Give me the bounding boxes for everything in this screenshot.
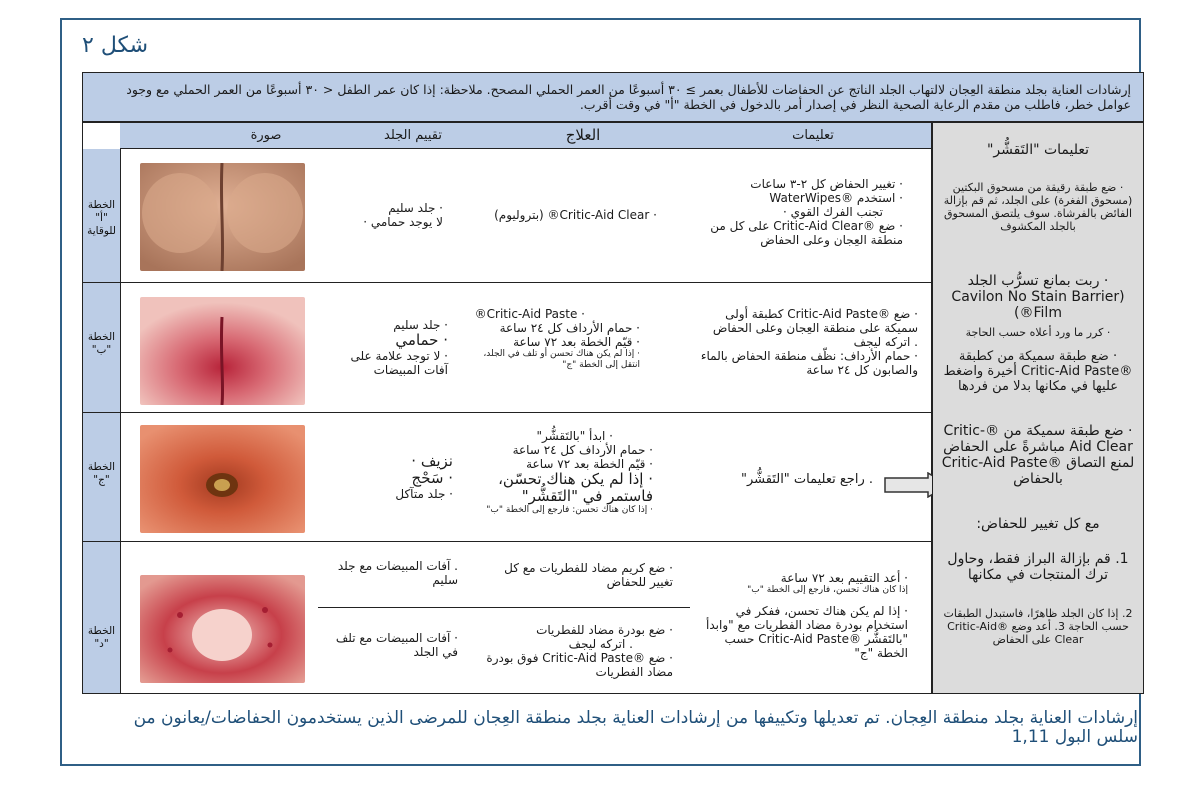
- photo-plan-a: [140, 163, 305, 271]
- plan-d-assessment-candida: [328, 559, 458, 587]
- plan-a-instructions: [693, 177, 903, 247]
- crusting-step: · ضع طبقة رقيقة من مسحوق البكتين (مسحوق الفغرة) على الجلد، ثم قم بإزالة الفائض بالفرشاة. سوف يلتصق المسحوق بالجلد المكشوف: [943, 181, 1133, 233]
- header-assessment: تقييم الجلد: [384, 128, 442, 143]
- cell-line: . اتركه ليجف: [568, 637, 633, 651]
- cell-line: · سَحْج: [411, 469, 453, 487]
- row-divider: [120, 541, 931, 542]
- cell-line: إذا كان هناك تحسن، فارجع إلى الخطة "ب": [747, 585, 908, 595]
- plan-d-instructions: [703, 571, 908, 660]
- plan-label-column: [83, 149, 121, 693]
- cell-line: · ضع ®Critic-Aid Clear على كل من منطقة العِجان وعلى الحفاض: [710, 219, 903, 247]
- age-note-banner: إرشادات العناية بجلد منطقة العِجان لالتهاب الجلد الناتج عن الحفاضات للأطفال بعمر ≥ ٣٠ أسبوعًا من العمر الحملي المصحح. ملاحظة: إذا كان عمر الطفل < ٣٠ أسبوعًا من العمر الحملي مع وجود عوامل خطر، فاطلب من مقدم الرعاية الصحية النظر في إصدار أمر بالدخول في الخطة "أ" في وقت أقرب.: [82, 72, 1144, 122]
- cell-line: · إذا لم يكن هناك تحسن أو تلف في الجلد، انتقل إلى الخطة "ج": [483, 349, 640, 370]
- cell-line: · ضع ®Critic-Aid Paste كطبقة أولى سميكة على منطقة العِجان وعلى الحفاض: [712, 307, 918, 335]
- row-divider: [83, 282, 120, 283]
- plan-a-label: الخطة "أ" للوقاية: [87, 199, 116, 237]
- cell-line: · جلد سليم: [388, 201, 443, 215]
- plan-d-label: الخطة "د": [87, 625, 116, 650]
- cell-line: · تغيير الحفاض كل ٢-٣ ساعات: [750, 177, 903, 191]
- cell-line: · أعد التقييم بعد ٧٢ ساعة: [780, 571, 908, 585]
- cell-line: لا يوجد حمامي ·: [363, 215, 443, 229]
- cell-line: . اتركه ليجف: [853, 335, 918, 349]
- row-divider: [83, 541, 120, 542]
- plan-c-assessment: [323, 453, 453, 501]
- cell-line: نزيف ·: [411, 452, 453, 470]
- cell-line: · إذا لم يكن هناك تحسن، ففكر في استخدام بودرة مضاد الفطريات مع "وابدأ "بالتَقشُّر ®Critic-Aid Paste حسب الخطة "ج": [706, 604, 908, 660]
- photo-plan-d: [140, 575, 305, 683]
- care-plan-table: [82, 122, 932, 694]
- cell-line: · إذا كان هناك تحسن: فارجع إلى الخطة "ب": [486, 505, 653, 515]
- figure-caption: إرشادات العناية بجلد منطقة العِجان. تم تعديلها وتكييفها من إرشادات العناية بجلد منطقة العِجان للمرضى الذين يستخدمون الحفاضات/يعانون من سلس البول 1,11: [133, 708, 1138, 747]
- plan-d-treatment-cream: [483, 561, 673, 589]
- plan-c-instructions: [693, 473, 873, 487]
- cell-line: · جلد متآكل: [395, 487, 453, 501]
- cell-line: · حمام الأرداف كل ٢٤ ساعة: [512, 443, 653, 457]
- table-header: [120, 123, 931, 149]
- crusting-step: 2. إذا كان الجلد ظاهرًا، فاستبدل الطبقات حسب الحاجة 3. أعد وضع ®Critic-Aid Clear على الحفاض: [943, 607, 1133, 646]
- cell-line: · استخدم ®WaterWipes: [769, 191, 903, 205]
- crusting-step: 1. قم بإزالة البراز فقط، وحاول ترك المنتجات في مكانها: [947, 551, 1129, 583]
- cell-line: · لا توجد علامة على آفات المبيضات: [350, 349, 448, 377]
- cell-line: · حمامي: [395, 331, 448, 349]
- photo-plan-b: [140, 297, 305, 405]
- crusting-step: · ضع طبقة سميكة من ®Critic-Aid Clear مباشرةً على الحفاض لمنع التصاق ®Critic-Aid Paste بالحفاض: [941, 423, 1135, 487]
- plan-a-assessment: [323, 201, 443, 229]
- crusting-step: · ربت بمانع تسرُّب الجلد (Cavilon No Stain Barrier Film®): [951, 273, 1125, 321]
- crusting-instructions-panel: [932, 122, 1144, 694]
- plan-c-treatment: [473, 429, 653, 516]
- plan-b-label: الخطة "ب": [87, 331, 116, 356]
- plan-d-subdivider: [318, 607, 690, 608]
- plan-d-assessment-damaged: [328, 631, 458, 659]
- plan-d-treatment-powder: [483, 623, 673, 679]
- row-divider: [83, 412, 120, 413]
- figure-title: شكل ٢: [82, 33, 149, 58]
- cell-line: · قيّم الخطة بعد ٧٢ ساعة: [526, 457, 653, 471]
- crusting-step: مع كل تغيير للحفاض:: [976, 516, 1100, 532]
- cell-line: تجنب الفرك القوي ·: [783, 205, 883, 219]
- cell-line: . آفات المبيضات مع جلد سليم: [337, 559, 458, 587]
- plan-b-treatment: [468, 307, 640, 371]
- cell-line: · ضع ®Critic-Aid Paste فوق بودرة مضاد الفطريات: [486, 651, 673, 679]
- cell-line: · ضع بودرة مضاد للفطريات: [536, 623, 673, 637]
- cell-line: · إذا لم يكن هناك تحسّن، فاستمر في "التَقشُّر": [498, 470, 653, 505]
- cell-line: · قيّم الخطة بعد ٧٢ ساعة: [513, 335, 640, 349]
- cell-line: · جلد سليم: [393, 318, 448, 332]
- cell-line: · حمام الأرداف: نظّف منطقة الحفاض بالماء والصابون كل ٢٤ ساعة: [700, 349, 918, 377]
- cell-line: · حمام الأرداف كل ٢٤ ساعة: [499, 321, 640, 335]
- crusting-title: تعليمات "التَقشُّر": [986, 142, 1090, 158]
- plan-a-treatment: [468, 208, 683, 222]
- plan-b-assessment: [323, 318, 448, 377]
- row-divider: [120, 412, 931, 413]
- header-treatment: العلاج: [565, 126, 601, 144]
- cell-line: · آفات المبيضات مع تلف في الجلد: [335, 631, 458, 659]
- crusting-step: · ضع طبقة سميكة من كطبقة ®Critic-Aid Paste أخيرة واضغط عليها في مكانها بدلا من فردها: [943, 349, 1133, 394]
- cell-line: · Critic-Aid Clear® (بتروليوم): [494, 208, 657, 222]
- header-instructions: تعليمات: [792, 128, 834, 143]
- cell-line: · ابدأ "بالتَقشُّر": [536, 429, 613, 443]
- cell-line: · ضع كريم مضاد للفطريات مع كل تغيير للحفاض: [504, 561, 673, 589]
- header-photo: صورة: [250, 128, 282, 143]
- photo-plan-c: [140, 425, 305, 533]
- cell-line: . راجع تعليمات "التَقشُّر": [740, 472, 873, 487]
- crusting-step: · كرر ما ورد أعلاه حسب الحاجة: [965, 326, 1111, 339]
- plan-b-instructions: [693, 307, 918, 377]
- plan-c-label: الخطة "ج": [87, 461, 116, 486]
- cell-line: · Critic-Aid Paste®: [474, 307, 585, 321]
- row-divider: [120, 282, 931, 283]
